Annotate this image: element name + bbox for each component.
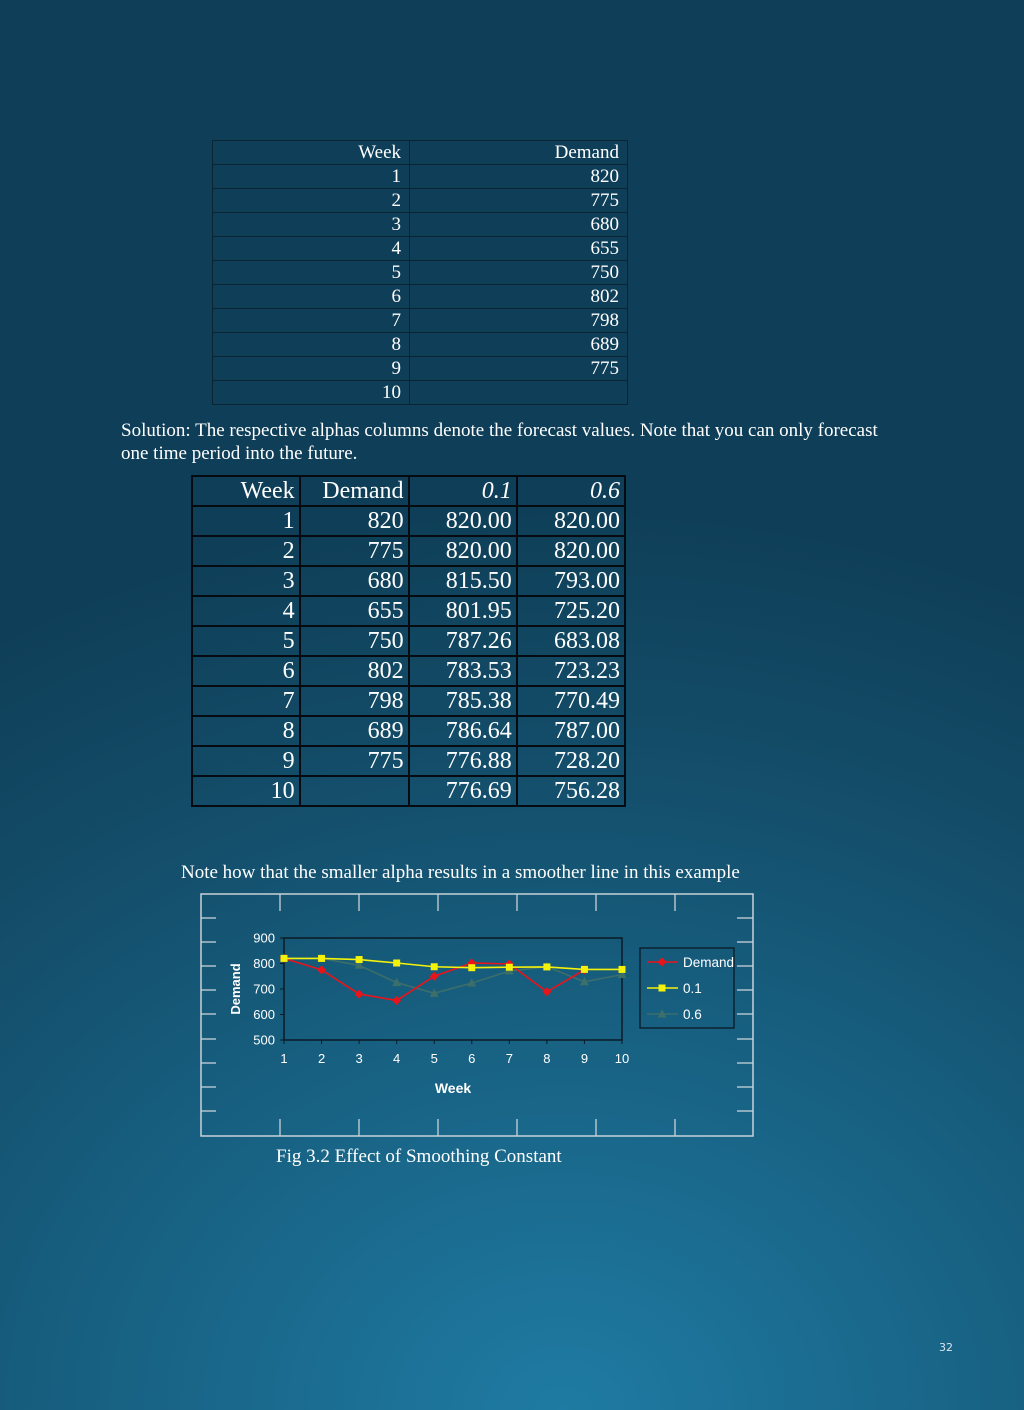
- y-tick-label: 500: [253, 1032, 275, 1048]
- demand-table-cell: 820: [410, 165, 628, 189]
- y-tick-label: 900: [253, 930, 275, 946]
- forecast-table-cell: 725.20: [517, 596, 625, 626]
- x-tick-label: 4: [393, 1051, 401, 1066]
- x-axis-label: Week: [434, 1080, 472, 1096]
- demand-table-cell: 775: [410, 357, 628, 381]
- forecast-table-cell: 787.26: [409, 626, 517, 656]
- forecast-table-header-cell: Demand: [300, 476, 409, 506]
- forecast-table-cell: 2: [192, 536, 300, 566]
- data-point-demand: [317, 965, 326, 974]
- demand-table-cell: 10: [213, 381, 410, 405]
- series-line-0-6: [284, 958, 622, 993]
- forecast-table-body: [192, 476, 625, 806]
- demand-table-cell: 775: [410, 189, 628, 213]
- forecast-table-cell: 770.49: [517, 686, 625, 716]
- data-point-alpha-0-1: [581, 966, 588, 973]
- demand-table-cell: 5: [213, 261, 410, 285]
- page-number: 32: [939, 1341, 953, 1354]
- forecast-table-cell: 7: [192, 686, 300, 716]
- data-point-alpha-0-1: [393, 960, 400, 967]
- demand-table-cell: 4: [213, 237, 410, 261]
- forecast-table-cell: 8: [192, 716, 300, 746]
- forecast-table-cell: 783.53: [409, 656, 517, 686]
- demand-table-cell: 3: [213, 213, 410, 237]
- data-point-alpha-0-1: [356, 956, 363, 963]
- forecast-table-cell: 1: [192, 506, 300, 536]
- demand-table-cell: 6: [213, 285, 410, 309]
- smoothing-chart: [200, 893, 754, 1137]
- demand-table-cell: 7: [213, 309, 410, 333]
- forecast-table-cell: 785.38: [409, 686, 517, 716]
- forecast-table-cell: 9: [192, 746, 300, 776]
- y-axis: [253, 931, 284, 1048]
- demand-table-row: [213, 333, 628, 357]
- legend-label: 0.1: [683, 981, 702, 996]
- forecast-table-cell: 820: [300, 506, 409, 536]
- forecast-table-cell: 655: [300, 596, 409, 626]
- forecast-table-row: [192, 536, 625, 566]
- legend-label: 0.6: [683, 1007, 702, 1022]
- demand-table-cell: 2: [213, 189, 410, 213]
- forecast-table-row: [192, 626, 625, 656]
- forecast-table-cell: 786.64: [409, 716, 517, 746]
- forecast-table-cell: 775: [300, 536, 409, 566]
- forecast-table: [191, 475, 626, 807]
- figure-caption: Fig 3.2 Effect of Smoothing Constant: [276, 1146, 562, 1167]
- demand-table-cell: 655: [410, 237, 628, 261]
- series-layer: [280, 953, 627, 1005]
- forecast-table-cell: 776.69: [409, 776, 517, 806]
- demand-table-cell: 680: [410, 213, 628, 237]
- forecast-table-row: [192, 716, 625, 746]
- forecast-table-cell: 820.00: [409, 536, 517, 566]
- forecast-table-cell: 680: [300, 566, 409, 596]
- y-tick-label: 600: [253, 1007, 275, 1022]
- x-tick-label: 6: [468, 1051, 476, 1066]
- chart-legend: [640, 948, 734, 1028]
- forecast-table-cell: 801.95: [409, 596, 517, 626]
- x-tick-label: 2: [317, 1051, 326, 1066]
- demand-table: [212, 140, 628, 405]
- data-point-alpha-0-1: [506, 964, 513, 971]
- forecast-table-header-cell: 0.1: [409, 476, 517, 506]
- forecast-table-cell: 820.00: [409, 506, 517, 536]
- demand-table-row: [213, 261, 628, 285]
- demand-table-cell: 689: [410, 333, 628, 357]
- y-tick-label: 800: [253, 956, 275, 971]
- forecast-table-cell: 798: [300, 686, 409, 716]
- forecast-table-cell: 750: [300, 626, 409, 656]
- forecast-table-cell: 3: [192, 566, 300, 596]
- forecast-table-cell: 787.00: [517, 716, 625, 746]
- forecast-table-row: [192, 656, 625, 686]
- x-tick-label: 10: [614, 1051, 630, 1066]
- forecast-table-cell: 756.28: [517, 776, 625, 806]
- forecast-table-cell: 683.08: [517, 626, 625, 656]
- demand-table-row: [213, 309, 628, 333]
- x-tick-label: 5: [430, 1051, 438, 1066]
- x-tick-label: 9: [580, 1051, 589, 1066]
- forecast-table-row: [192, 686, 625, 716]
- forecast-table-cell: 6: [192, 656, 300, 686]
- demand-table-row: [213, 189, 628, 213]
- note-paragraph: Note how that the smaller alpha results in a smoother line in this example: [181, 862, 740, 883]
- forecast-table-row: [192, 506, 625, 536]
- demand-table-row: [213, 357, 628, 381]
- forecast-table-row: [192, 776, 625, 806]
- demand-table-row: [213, 213, 628, 237]
- demand-table-cell: 798: [410, 309, 628, 333]
- demand-table-header-row: [213, 141, 628, 165]
- data-point-alpha-0-1: [543, 963, 550, 970]
- forecast-table-row: [192, 566, 625, 596]
- forecast-table-cell: 728.20: [517, 746, 625, 776]
- legend-label: Demand: [683, 955, 735, 970]
- demand-table-cell: [410, 381, 628, 405]
- y-tick-label: 700: [253, 981, 275, 997]
- x-tick-label: 3: [355, 1051, 363, 1066]
- x-tick-label: 8: [543, 1051, 551, 1066]
- demand-table-row: [213, 285, 628, 309]
- forecast-table-cell: 820.00: [517, 536, 625, 566]
- solution-paragraph: Solution: The respective alphas columns denote the forecast values. Note that you can only forecast one time period into the future.: [121, 420, 878, 464]
- x-tick-label: 1: [280, 1051, 288, 1066]
- data-point-alpha-0-1: [619, 966, 626, 973]
- demand-table-body: [213, 141, 628, 405]
- forecast-table-cell: 10: [192, 776, 300, 806]
- forecast-table-row: [192, 746, 625, 776]
- data-point-alpha-0-1: [431, 963, 438, 970]
- legend-marker: [658, 958, 667, 967]
- demand-table-cell: 802: [410, 285, 628, 309]
- data-point-alpha-0-1: [318, 955, 325, 962]
- data-point-alpha-0-1: [281, 955, 288, 962]
- forecast-table-row: [192, 596, 625, 626]
- forecast-table-cell: 793.00: [517, 566, 625, 596]
- demand-table-cell: 750: [410, 261, 628, 285]
- data-point-alpha-0-1: [468, 964, 475, 971]
- y-axis-label: Demand: [228, 963, 243, 1015]
- x-axis: [280, 1040, 629, 1066]
- forecast-table-header-cell: 0.6: [517, 476, 625, 506]
- forecast-table-cell: 723.23: [517, 656, 625, 686]
- demand-table-cell: 1: [213, 165, 410, 189]
- data-point-demand: [430, 972, 439, 981]
- forecast-table-cell: 815.50: [409, 566, 517, 596]
- forecast-table-cell: 776.88: [409, 746, 517, 776]
- forecast-table-header-cell: Week: [192, 476, 300, 506]
- data-point-demand: [392, 996, 401, 1005]
- forecast-table-cell: 4: [192, 596, 300, 626]
- forecast-table-cell: 689: [300, 716, 409, 746]
- forecast-table-cell: 802: [300, 656, 409, 686]
- demand-table-row: [213, 237, 628, 261]
- demand-table-header-cell: Demand: [410, 141, 628, 165]
- x-tick-label: 7: [505, 1051, 513, 1066]
- data-point-demand: [355, 990, 364, 999]
- demand-table-row: [213, 165, 628, 189]
- forecast-table-cell: [300, 776, 409, 806]
- legend-marker: [659, 985, 666, 992]
- demand-table-row: [213, 381, 628, 405]
- forecast-table-cell: 775: [300, 746, 409, 776]
- forecast-table-header-row: [192, 476, 625, 506]
- forecast-table-cell: 820.00: [517, 506, 625, 536]
- demand-table-cell: 8: [213, 333, 410, 357]
- forecast-table-cell: 5: [192, 626, 300, 656]
- demand-table-cell: 9: [213, 357, 410, 381]
- demand-table-header-cell: Week: [213, 141, 410, 165]
